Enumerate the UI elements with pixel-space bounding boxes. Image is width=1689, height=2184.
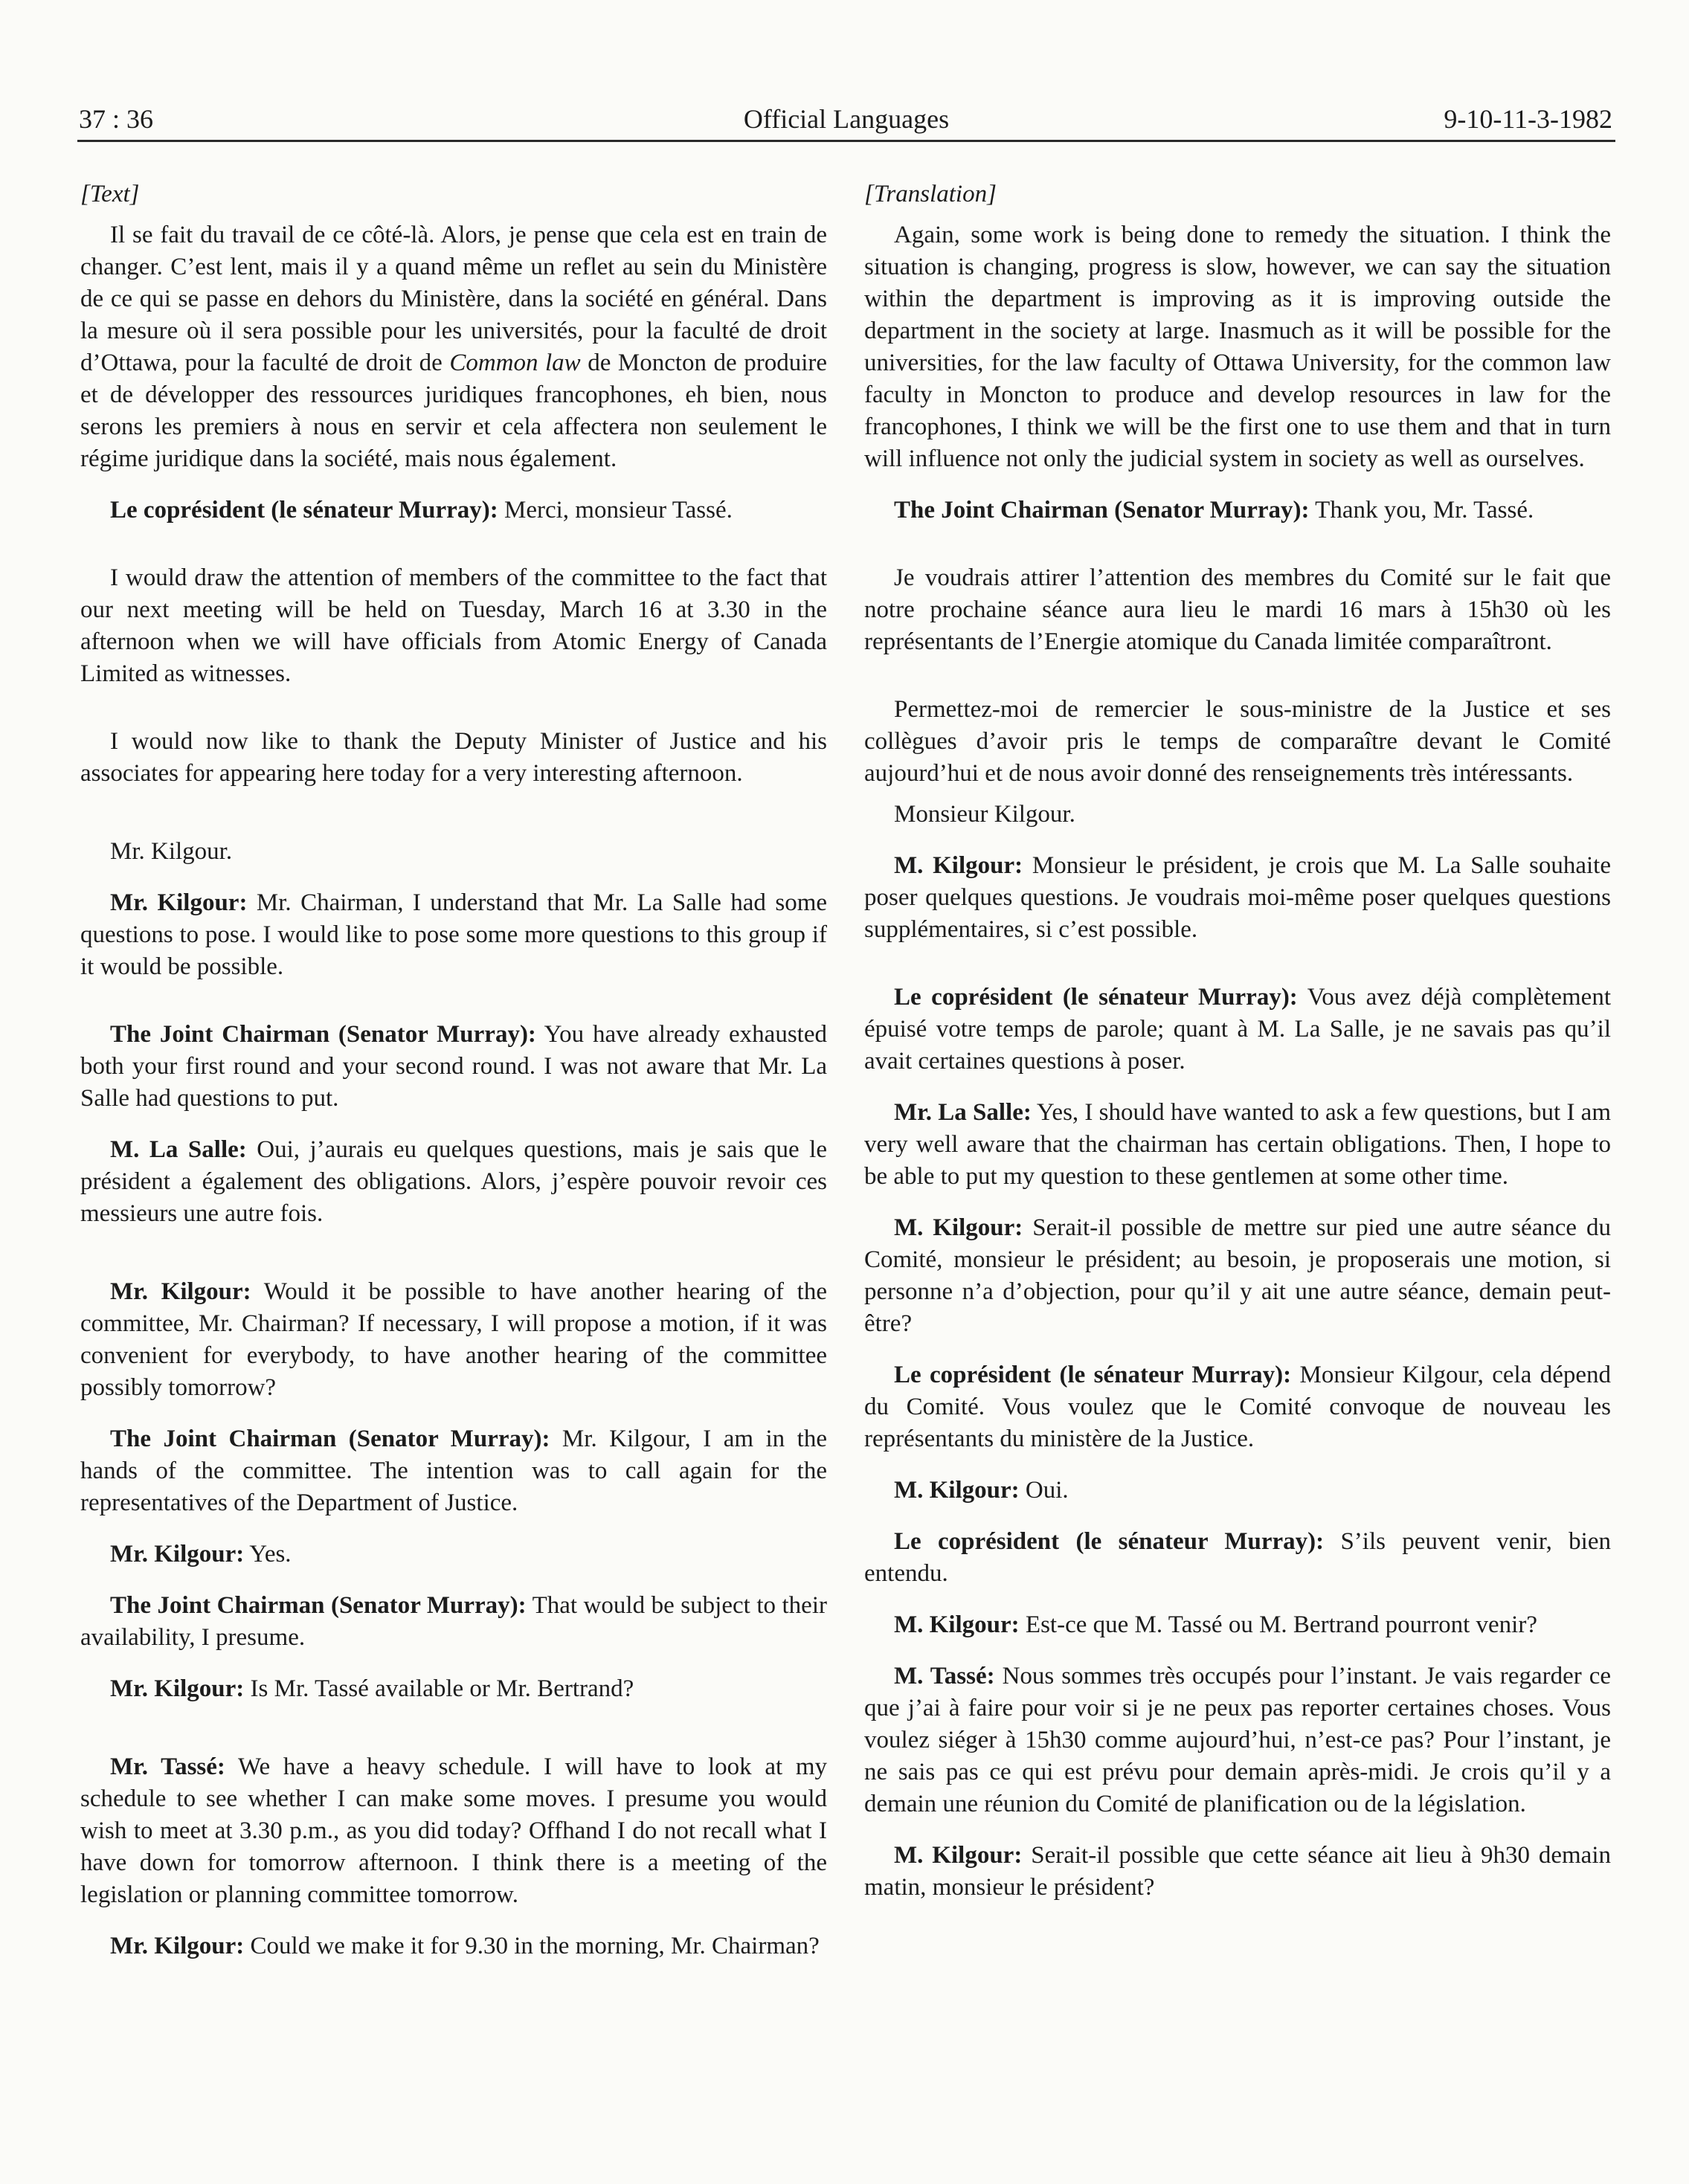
paragraph: Le coprésident (le sénateur Murray): Vous avez déjà complètement épuisé votre temps de parole; quant à M. La Salle, je ne savais pas qu’il avait certaines questions à poser. [864,984,1611,1075]
paragraph: Again, some work is being done to remedy the situation. I think the situation is changing, progress is slow, however, we can say the situation within the department is improving as it is improving outside the department in the society at large. Inasmuch as it will be possible for the universities, for the law faculty of Ottawa University, for the common law faculty in Moncton to produce and develop resources in law for the francophones, I think we will be the first one to use them and that in turn will influence not only the judicial system in society as well as ourselves. [864,222,1611,472]
paragraph: Mr. Kilgour: Mr. Chairman, I understand that Mr. La Salle had some questions to pose. I would like to pose some more questions to this group if it would be possible. [80,889,828,980]
issue-number: 9-10-11-3-1982 [1444,104,1612,134]
right-column-text [864,178,1611,1904]
paragraph: M. Tassé: Nous sommes très occupés pour l’instant. Je vais regarder ce que j’ai à faire pour voir si je ne peux pas reporter certaines choses. Vous voulez siéger à 15h30 comme aujourd’hui, n’est-ce pas? Pour l’instant, je ne sais pas ce qui est prévu pour demain après-midi. Je crois qu’il y a demain une réunion du Comité de planification ou de la législation. [864,1663,1611,1817]
text-tag: [Text] [80,181,140,207]
paragraph: M. Kilgour: Serait-il possible que cette séance ait lieu à 9h30 demain matin, monsieur le président? [864,1842,1611,1901]
paragraph: Le coprésident (le sénateur Murray): Merci, monsieur Tassé. [110,497,733,524]
paragraph: Le coprésident (le sénateur Murray): S’ils peuvent venir, bien entendu. [864,1528,1611,1587]
paragraph: M. Kilgour: Oui. [894,1477,1069,1504]
speaker: Mr. Kilgour: [110,1675,245,1702]
speaker: Le coprésident (le sénateur Murray): [894,1528,1325,1555]
speaker: Mr. Kilgour: [110,1278,251,1305]
paragraph: Mr. Tassé: We have a heavy schedule. I will have to look at my schedule to see whether I can make some moves. I presume you would wish to meet at 3.30 p.m., as you did today? Offhand I do not recall what I have down for tomorrow afternoon. I think there is a meeting of the legislation or planning committee tomorrow. [80,1753,827,1908]
speaker: Mr. Kilgour: [110,889,248,916]
speaker: M. Kilgour: [894,1214,1023,1241]
left-column-text [80,178,827,1962]
translation-tag: [Translation] [864,181,997,207]
paragraph: The Joint Chairman (Senator Murray): You have already exhausted both your first round and your second round. I was not aware that Mr. La Salle had questions to put. [80,1021,827,1112]
speaker: M. Tassé: [894,1663,995,1689]
page-title: Official Languages [743,104,950,134]
paragraph: Mr. Kilgour: Yes. [110,1541,292,1568]
paragraph: Monsieur Kilgour. [894,801,1075,828]
paragraph: The Joint Chairman (Senator Murray): Thank you, Mr. Tassé. [894,497,1534,524]
speaker: M. Kilgour: [894,852,1023,879]
speaker: Le coprésident (le sénateur Murray): [110,497,498,524]
speaker: Mr. La Salle: [894,1099,1032,1126]
emphasis: Common law [449,349,581,376]
paragraph: Mr. Kilgour: Is Mr. Tassé available or Mr. Bertrand? [110,1675,634,1702]
paragraph: M. Kilgour: Est-ce que M. Tassé ou M. Bertrand pourront venir? [894,1611,1537,1638]
paragraph: M. La Salle: Oui, j’aurais eu quelques questions, mais je sais que le président a également des obligations. Alors, j’espère pouvoir revoir ces messieurs une autre fois. [80,1136,827,1227]
paragraph: The Joint Chairman (Senator Murray): That would be subject to their availability, I presume. [80,1592,827,1651]
page-number: 37 : 36 [79,104,154,134]
speaker: Mr. Kilgour: [110,1541,245,1568]
paragraph: M. Kilgour: Serait-il possible de mettre sur pied une autre séance du Comité, monsieur le président; au besoin, je proposerais une motion, si personne n’a d’objection, pour qu’il y ait une autre séance, demain peut-être? [864,1214,1611,1337]
paragraph: M. Kilgour: Monsieur le président, je crois que M. La Salle souhaite poser quelques questions. Je voudrais moi-même poser quelques questions supplémentaires, si c’est possible. [864,852,1611,943]
speaker: M. La Salle: [110,1136,247,1163]
paragraph: Mr. Kilgour: Could we make it for 9.30 in the morning, Mr. Chairman? [110,1933,820,1959]
paragraph: The Joint Chairman (Senator Murray): Mr. Kilgour, I am in the hands of the committee. The intention was to call again for the representatives of the Department of Justice. [80,1426,827,1516]
speaker: M. Kilgour: [894,1611,1020,1638]
speaker: Mr. Kilgour: [110,1933,245,1959]
paragraph: Je voudrais attirer l’attention des membres du Comité sur le fait que notre prochaine séance aura lieu le mardi 16 mars à 15h30 où les représentants de l’Energie atomique du Canada limitée comparaîtront. [864,564,1611,655]
paragraph: Mr. Kilgour: Would it be possible to have another hearing of the committee, Mr. Chairman? If necessary, I will propose a motion, if it was convenient for everybody, to have another hearing of the committee possibly tomorrow? [80,1278,827,1401]
paragraph: Permettez-moi de remercier le sous-ministre de la Justice et ses collègues d’avoir pris le temps de comparaître devant le Comité aujourd’hui et de nous avoir donné des renseignements très intéressants. [864,696,1611,787]
speaker: Le coprésident (le sénateur Murray): [894,984,1298,1011]
page-header [77,101,1615,142]
speaker: M. Kilgour: [894,1477,1020,1504]
paragraph: Il se fait du travail de ce côté-là. Alors, je pense que cela est en train de changer. C’est lent, mais il y a quand même un reflet au sein du Ministère de ce qui se passe en dehors du Ministère, dans la société en général. Dans la mesure où il sera possible pour les universités, pour la faculté de droit d’Ottawa, pour la faculté de droit de Common law de Moncton de produire et de développer des ressources juridiques francophones, eh bien, nous serons les premiers à nous en servir et cela affectera non seulement le régime juridique dans la société, mais nous également. [80,222,828,472]
paragraph: Mr. La Salle: Yes, I should have wanted to ask a few questions, but I am very well aware that the chairman has certain obligations. Then, I hope to be able to put my question to these gentlemen at some other time. [864,1099,1612,1190]
paragraph: Mr. Kilgour. [110,838,233,865]
speaker: The Joint Chairman (Senator Murray): [110,1021,536,1048]
speaker: The Joint Chairman (Senator Murray): [110,1426,550,1452]
speaker: The Joint Chairman (Senator Murray): [110,1592,527,1619]
speaker: M. Kilgour: [894,1842,1023,1869]
paragraph: I would draw the attention of members of the committee to the fact that our next meeting will be held on Tuesday, March 16 at 3.30 in the afternoon when we will have officials from Atomic Energy of Canada Limited as witnesses. [80,564,827,687]
speaker: Mr. Tassé: [110,1753,225,1780]
paragraph: I would now like to thank the Deputy Minister of Justice and his associates for appearing here today for a very interesting afternoon. [80,728,827,787]
paragraph: Le coprésident (le sénateur Murray): Monsieur Kilgour, cela dépend du Comité. Vous voulez que le Comité convoque de nouveau les représentants du ministère de la Justice. [864,1362,1611,1452]
speaker: Le coprésident (le sénateur Murray): [894,1362,1292,1388]
speaker: The Joint Chairman (Senator Murray): [894,497,1310,524]
